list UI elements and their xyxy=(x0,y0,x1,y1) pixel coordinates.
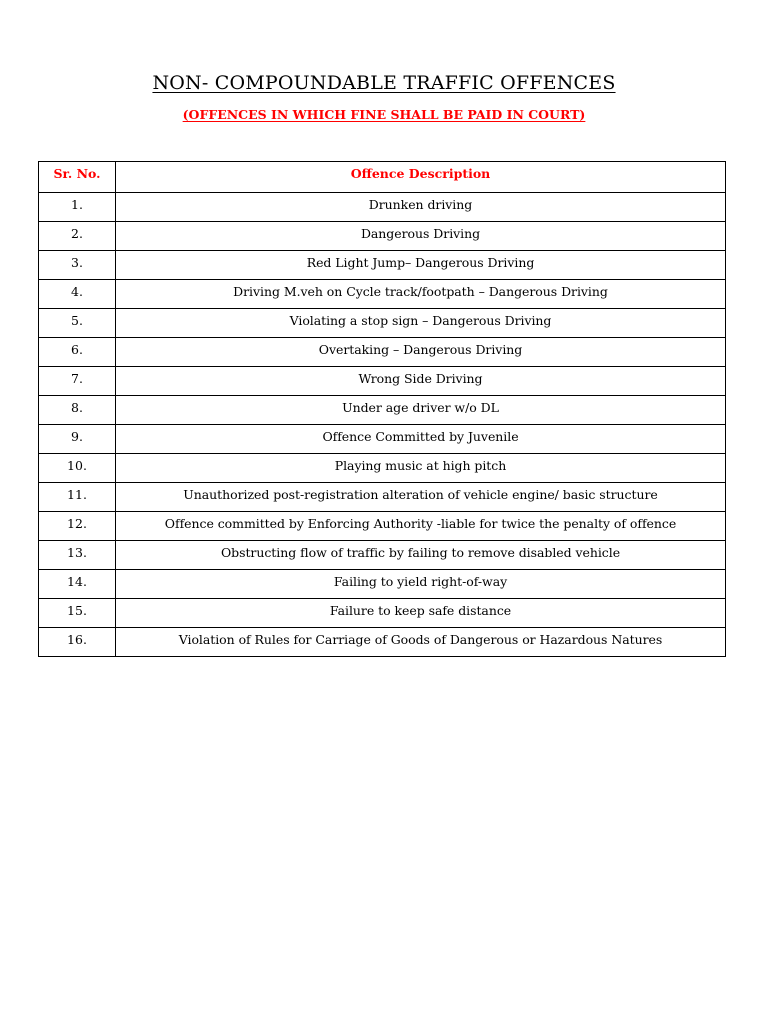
document-subtitle: (OFFENCES IN WHICH FINE SHALL BE PAID IN COURT) xyxy=(182,107,586,122)
offence-description-cell: Unauthorized post-registration alteration of vehicle engine/ basic structure xyxy=(116,483,726,512)
table-row xyxy=(39,599,726,628)
sr-no-cell: 9. xyxy=(39,425,116,454)
offence-description-cell: Obstructing flow of traffic by failing to remove disabled vehicle xyxy=(116,541,726,570)
offence-description-cell: Offence Committed by Juvenile xyxy=(116,425,726,454)
table-row xyxy=(39,454,726,483)
sr-no-cell: 1. xyxy=(39,193,116,222)
sr-no-cell: 15. xyxy=(39,599,116,628)
sr-no-cell: 14. xyxy=(39,570,116,599)
sr-no-cell: 11. xyxy=(39,483,116,512)
table-row xyxy=(39,338,726,367)
table-row xyxy=(39,193,726,222)
offence-description-cell: Under age driver w/o DL xyxy=(116,396,726,425)
offence-description-cell: Red Light Jump– Dangerous Driving xyxy=(116,251,726,280)
table-row xyxy=(39,483,726,512)
sr-no-cell: 16. xyxy=(39,628,116,657)
sr-no-cell: 4. xyxy=(39,280,116,309)
offence-description-cell: Playing music at high pitch xyxy=(116,454,726,483)
table-row xyxy=(39,367,726,396)
offence-description-cell: Failure to keep safe distance xyxy=(116,599,726,628)
offences-table xyxy=(38,161,726,657)
offence-description-cell: Driving M.veh on Cycle track/footpath – Dangerous Driving xyxy=(116,280,726,309)
sr-no-cell: 13. xyxy=(39,541,116,570)
table-row xyxy=(39,628,726,657)
table-row xyxy=(39,222,726,251)
sr-no-cell: 6. xyxy=(39,338,116,367)
offences-table-body xyxy=(39,193,726,657)
offence-description-cell: Violation of Rules for Carriage of Goods of Dangerous or Hazardous Natures xyxy=(116,628,726,657)
table-row xyxy=(39,251,726,280)
sr-no-cell: 3. xyxy=(39,251,116,280)
table-row xyxy=(39,570,726,599)
sr-no-cell: 7. xyxy=(39,367,116,396)
table-row xyxy=(39,512,726,541)
sr-no-cell: 12. xyxy=(39,512,116,541)
table-row xyxy=(39,425,726,454)
offence-description-cell: Offence committed by Enforcing Authority -liable for twice the penalty of offence xyxy=(116,512,726,541)
sr-no-cell: 10. xyxy=(39,454,116,483)
offence-description-cell: Wrong Side Driving xyxy=(116,367,726,396)
table-row xyxy=(39,309,726,338)
table-row xyxy=(39,541,726,570)
offence-description-cell: Dangerous Driving xyxy=(116,222,726,251)
sr-no-cell: 8. xyxy=(39,396,116,425)
table-row xyxy=(39,396,726,425)
offence-description-header: Offence Description xyxy=(116,162,726,193)
offence-description-cell: Drunken driving xyxy=(116,193,726,222)
offence-description-cell: Violating a stop sign – Dangerous Driving xyxy=(116,309,726,338)
offence-description-cell: Overtaking – Dangerous Driving xyxy=(116,338,726,367)
sr-no-cell: 5. xyxy=(39,309,116,338)
offence-description-cell: Failing to yield right-of-way xyxy=(116,570,726,599)
table-header-row xyxy=(39,162,726,193)
table-row xyxy=(39,280,726,309)
sr-no-cell: 2. xyxy=(39,222,116,251)
document-title: NON- COMPOUNDABLE TRAFFIC OFFENCES xyxy=(152,72,616,94)
sr-no-header: Sr. No. xyxy=(39,162,116,193)
